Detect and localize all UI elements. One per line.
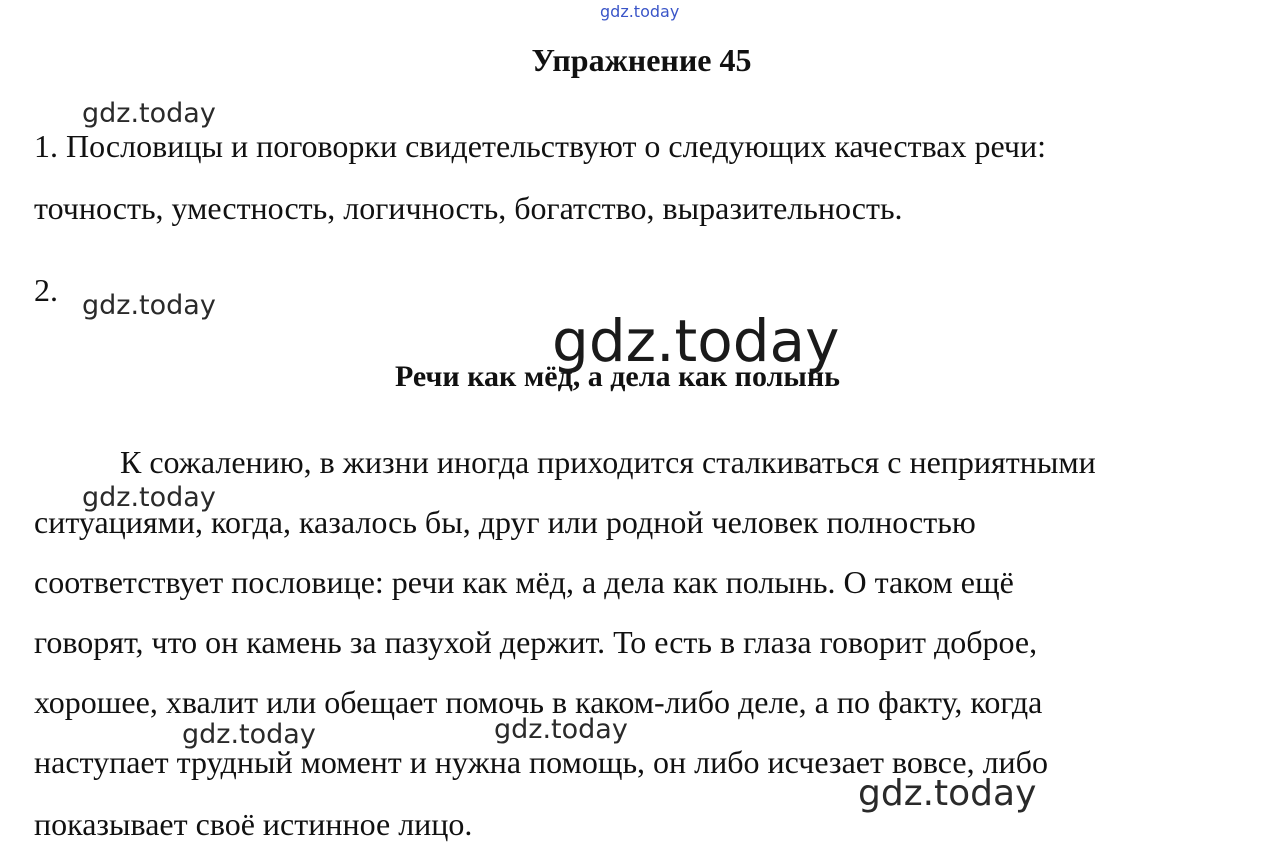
watermark: gdz.today	[82, 98, 216, 129]
watermark-large: gdz.today	[552, 307, 840, 375]
watermark: gdz.today	[82, 482, 216, 513]
essay-line-2: ситуациями, когда, казалось бы, друг или родной человек полностью	[34, 504, 976, 540]
watermark: gdz.today	[182, 719, 316, 750]
essay-line-6: наступает трудный момент и нужна помощь, он либо исчезает вовсе, либо	[34, 744, 1048, 780]
essay-line-5: хорошее, хвалит или обещает помочь в каком-либо деле, а по факту, когда	[34, 684, 1043, 720]
watermark-top: gdz.today	[600, 2, 680, 21]
answer1-line2: точность, уместность, логичность, богатство, выразительность.	[34, 190, 903, 226]
answer1-line1: 1. Пословицы и поговорки свидетельствуют о следующих качествах речи:	[34, 128, 1046, 164]
essay-line-4: говорят, что он камень за пазухой держит. То есть в глаза говорит доброе,	[34, 624, 1038, 660]
essay-line-7: показывает своё истинное лицо.	[34, 806, 473, 842]
essay-title: Речи как мёд, а дела как полынь	[395, 360, 840, 393]
answer2-number: 2.	[34, 272, 58, 308]
watermark: gdz.today	[82, 290, 216, 321]
exercise-title: Упражнение 45	[531, 42, 752, 78]
watermark: gdz.today	[494, 714, 628, 745]
essay-line-1: К сожалению, в жизни иногда приходится сталкиваться с неприятными	[120, 444, 1096, 480]
watermark: gdz.today	[858, 773, 1037, 814]
essay-line-3: соответствует пословице: речи как мёд, а дела как полынь. О таком ещё	[34, 564, 1014, 600]
